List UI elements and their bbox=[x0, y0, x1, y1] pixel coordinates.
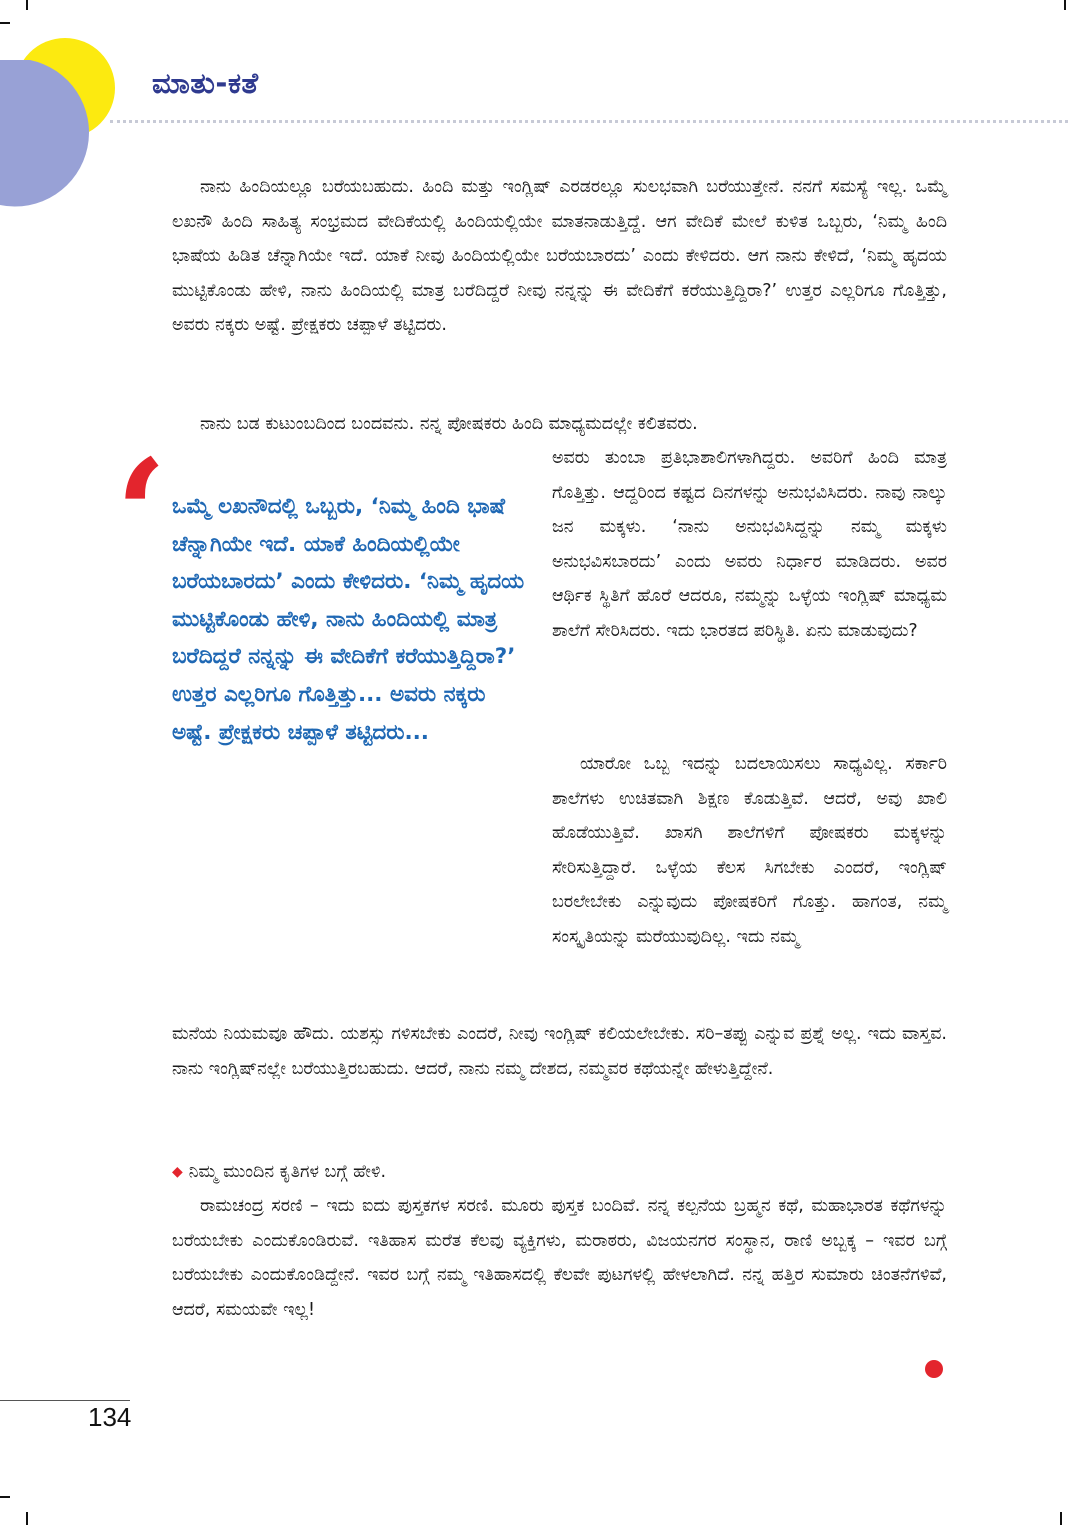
pull-quote: ಒಮ್ಮೆ ಲಖನೌದಲ್ಲಿ ಒಬ್ಬರು, ‘ನಿಮ್ಮ ಹಿಂದಿ ಭಾಷೆ ಚೆನ್ನಾಗಿಯೇ ಇದೆ. ಯಾಕೆ ಹಿಂದಿಯಲ್ಲಿಯೇ ಬರೆಯಬಾರದು’ ಎಂದು ಕೇಳಿದರು. ‘ನಿಮ್ಮ ಹೃದಯ ಮುಟ್ಟಿಕೊಂಡು ಹೇಳಿ, ನಾನು ಹಿಂದಿಯಲ್ಲಿ ಮಾತ್ರ ಬರೆದಿದ್ದರೆ ನನ್ನನ್ನು ಈ ವೇದಿಕೆಗೆ ಕರೆಯುತ್ತಿದ್ದಿರಾ?’ ಉತ್ತರ ಎಲ್ಲರಿಗೂ ಗೊತ್ತಿತ್ತು... ಅವರು ನಕ್ಕರು ಅಷ್ಟೆ. ಪ್ರೇಕ್ಷಕರು ಚಪ್ಪಾಳೆ ತಟ್ಟಿದರು... bbox=[172, 494, 525, 745]
dotted-divider bbox=[110, 120, 1068, 123]
header-decoration bbox=[0, 0, 130, 210]
diamond-bullet-icon: ◆ bbox=[172, 1164, 183, 1180]
crop-mark bbox=[1060, 1512, 1062, 1525]
crop-mark bbox=[1064, 0, 1066, 10]
section-title: ಮಾತು-ಕತೆ bbox=[152, 66, 259, 100]
paragraph-1: ನಾನು ಹಿಂದಿಯಲ್ಲೂ ಬರೆಯಬಹುದು. ಹಿಂದಿ ಮತ್ತು ಇಂಗ್ಲಿಷ್ ಎರಡರಲ್ಲೂ ಸುಲಭವಾಗಿ ಬರೆಯುತ್ತೇನೆ. ನನಗೆ ಸಮಸ್ಯೆ ಇಲ್ಲ. ಒಮ್ಮೆ ಲಖನೌ ಹಿಂದಿ ಸಾಹಿತ್ಯ ಸಂಭ್ರಮದ ವೇದಿಕೆಯಲ್ಲಿ ಹಿಂದಿಯಲ್ಲಿಯೇ ಮಾತನಾಡುತ್ತಿದ್ದೆ. ಆಗ ವೇದಿಕೆ ಮೇಲೆ ಕುಳಿತ ಒಬ್ಬರು, ‘ನಿಮ್ಮ ಹಿಂದಿ ಭಾಷೆಯ ಹಿಡಿತ ಚೆನ್ನಾಗಿಯೇ ಇದೆ. ಯಾಕೆ ನೀವು ಹಿಂದಿಯಲ್ಲಿಯೇ ಬರೆಯಬಾರದು’ ಎಂದು ಕೇಳಿದರು. ಆಗ ನಾನು ಕೇಳಿದೆ, ‘ನಿಮ್ಮ ಹೃದಯ ಮುಟ್ಟಿಕೊಂಡು ಹೇಳಿ, ನಾನು ಹಿಂದಿಯಲ್ಲಿ ಮಾತ್ರ ಬರೆದಿದ್ದರೆ ನೀವು ನನ್ನನ್ನು ಈ ವೇದಿಕೆಗೆ ಕರೆಯುತ್ತಿದ್ದಿರಾ?’ ಉತ್ತರ ಎಲ್ಲರಿಗೂ ಗೊತ್ತಿತ್ತು, ಅವರು ನಕ್ಕರು ಅಷ್ಟೆ. ಪ್ರೇಕ್ಷಕರು ಚಪ್ಪಾಳೆ ತಟ್ಟಿದರು. bbox=[172, 177, 947, 335]
paragraph-3-column: ಯಾರೋ ಒಬ್ಬ ಇದನ್ನು ಬದಲಾಯಿಸಲು ಸಾಧ್ಯವಿಲ್ಲ. ಸರ್ಕಾರಿ ಶಾಲೆಗಳು ಉಚಿತವಾಗಿ ಶಿಕ್ಷಣ ಕೊಡುತ್ತಿವೆ. ಆದರೆ, ಅವು ಖಾಲಿ ಹೊಡೆಯುತ್ತಿವೆ. ಖಾಸಗಿ ಶಾಲೆಗಳಿಗೆ ಪೋಷಕರು ಮಕ್ಕಳನ್ನು ಸೇರಿಸುತ್ತಿದ್ದಾರೆ. ಒಳ್ಳೆಯ ಕೆಲಸ ಸಿಗಬೇಕು ಎಂದರೆ, ಇಂಗ್ಲಿಷ್ ಬರಲೇಬೇಕು ಎನ್ನುವುದು ಪೋಷಕರಿಗೆ ಗೊತ್ತು. ಹಾಗಂತ, ನಮ್ಮ ಸಂಸ್ಕೃತಿಯನ್ನು ಮರೆಯುವುದಿಲ್ಲ. ಇದು ನಮ್ಮ bbox=[552, 754, 947, 947]
quote-mark-icon: ‘ bbox=[115, 427, 168, 603]
paragraph-3-full: ಮನೆಯ ನಿಯಮವೂ ಹೌದು. ಯಶಸ್ಸು ಗಳಿಸಬೇಕು ಎಂದರೆ, ನೀವು ಇಂಗ್ಲಿಷ್ ಕಲಿಯಲೇಬೇಕು. ಸರಿ–ತಪ್ಪು ಎನ್ನುವ ಪ್ರಶ್ನೆ ಅಲ್ಲ. ಇದು ವಾಸ್ತವ. ನಾನು ಇಂಗ್ಲಿಷ್‌ನಲ್ಲೇ ಬರೆಯುತ್ತಿರಬಹುದು. ಆದರೆ, ನಾನು ನಮ್ಮ ದೇಶದ, ನಮ್ಮವರ ಕಥೆಯನ್ನೇ ಹೇಳುತ್ತಿದ್ದೇನೆ. bbox=[172, 1024, 947, 1079]
red-dot-icon bbox=[925, 1360, 943, 1378]
answer-paragraph: ರಾಮಚಂದ್ರ ಸರಣಿ – ಇದು ಐದು ಪುಸ್ತಕಗಳ ಸರಣಿ. ಮೂರು ಪುಸ್ತಕ ಬಂದಿವೆ. ನನ್ನ ಕಲ್ಪನೆಯ ಬ್ರಹ್ಮನ ಕಥೆ, ಮಹಾಭಾರತ ಕಥೆಗಳನ್ನು ಬರೆಯಬೇಕು ಎಂದುಕೊಂಡಿರುವೆ. ಇತಿಹಾಸ ಮರೆತ ಕೆಲವು ವ್ಯಕ್ತಿಗಳು, ಮರಾಠರು, ವಿಜಯನಗರ ಸಂಸ್ಥಾನ, ರಾಣಿ ಅಬ್ಬಕ್ಕ – ಇವರ ಬಗ್ಗೆ ಬರೆಯಬೇಕು ಎಂದುಕೊಂಡಿದ್ದೇನೆ. ಇವರ ಬಗ್ಗೆ ನಮ್ಮ ಇತಿಹಾಸದಲ್ಲಿ ಕೆಲವೇ ಪುಟಗಳಲ್ಲಿ ಹೇಳಲಾಗಿದೆ. ನನ್ನ ಹತ್ತಿರ ಸುಮಾರು ಚಿಂತನೆಗಳಿವೆ, ಆದರೆ, ಸಮಯವೇ ಇಲ್ಲ! bbox=[172, 1196, 947, 1320]
interview-question bbox=[172, 1155, 947, 1190]
crop-mark bbox=[26, 1512, 28, 1525]
footer-rule bbox=[0, 1400, 130, 1401]
page-number: 134 bbox=[88, 1402, 132, 1432]
question-text: ನಿಮ್ಮ ಮುಂದಿನ ಕೃತಿಗಳ ಬಗ್ಗೆ ಹೇಳಿ. bbox=[188, 1162, 387, 1182]
crop-mark bbox=[0, 1496, 10, 1498]
paragraph-2-first-line: ನಾನು ಬಡ ಕುಟುಂಬದಿಂದ ಬಂದವನು. ನನ್ನ ಪೋಷಕರು ಹಿಂದಿ ಮಾಧ್ಯಮದಲ್ಲೇ ಕಲಿತವರು. bbox=[200, 414, 698, 434]
paragraph-2-column: ಅವರು ತುಂಬಾ ಪ್ರತಿಭಾಶಾಲಿಗಳಾಗಿದ್ದರು. ಅವರಿಗೆ ಹಿಂದಿ ಮಾತ್ರ ಗೊತ್ತಿತ್ತು. ಆದ್ದರಿಂದ ಕಷ್ಟದ ದಿನಗಳನ್ನು ಅನುಭವಿಸಿದರು. ನಾವು ನಾಲ್ಕು ಜನ ಮಕ್ಕಳು. ‘ನಾನು ಅನುಭವಿಸಿದ್ದನ್ನು ನಮ್ಮ ಮಕ್ಕಳು ಅನುಭವಿಸಬಾರದು’ ಎಂದು ಅವರು ನಿರ್ಧಾರ ಮಾಡಿದರು. ಅವರ ಆರ್ಥಿಕ ಸ್ಥಿತಿಗೆ ಹೊರೆ ಆದರೂ, ನಮ್ಮನ್ನು ಒಳ್ಳೆಯ ಇಂಗ್ಲಿಷ್ ಮಾಧ್ಯಮ ಶಾಲೆಗೆ ಸೇರಿಸಿದರು. ಇದು ಭಾರತದ ಪರಿಸ್ಥಿತಿ. ಏನು ಮಾಡುವುದು? bbox=[552, 448, 947, 641]
